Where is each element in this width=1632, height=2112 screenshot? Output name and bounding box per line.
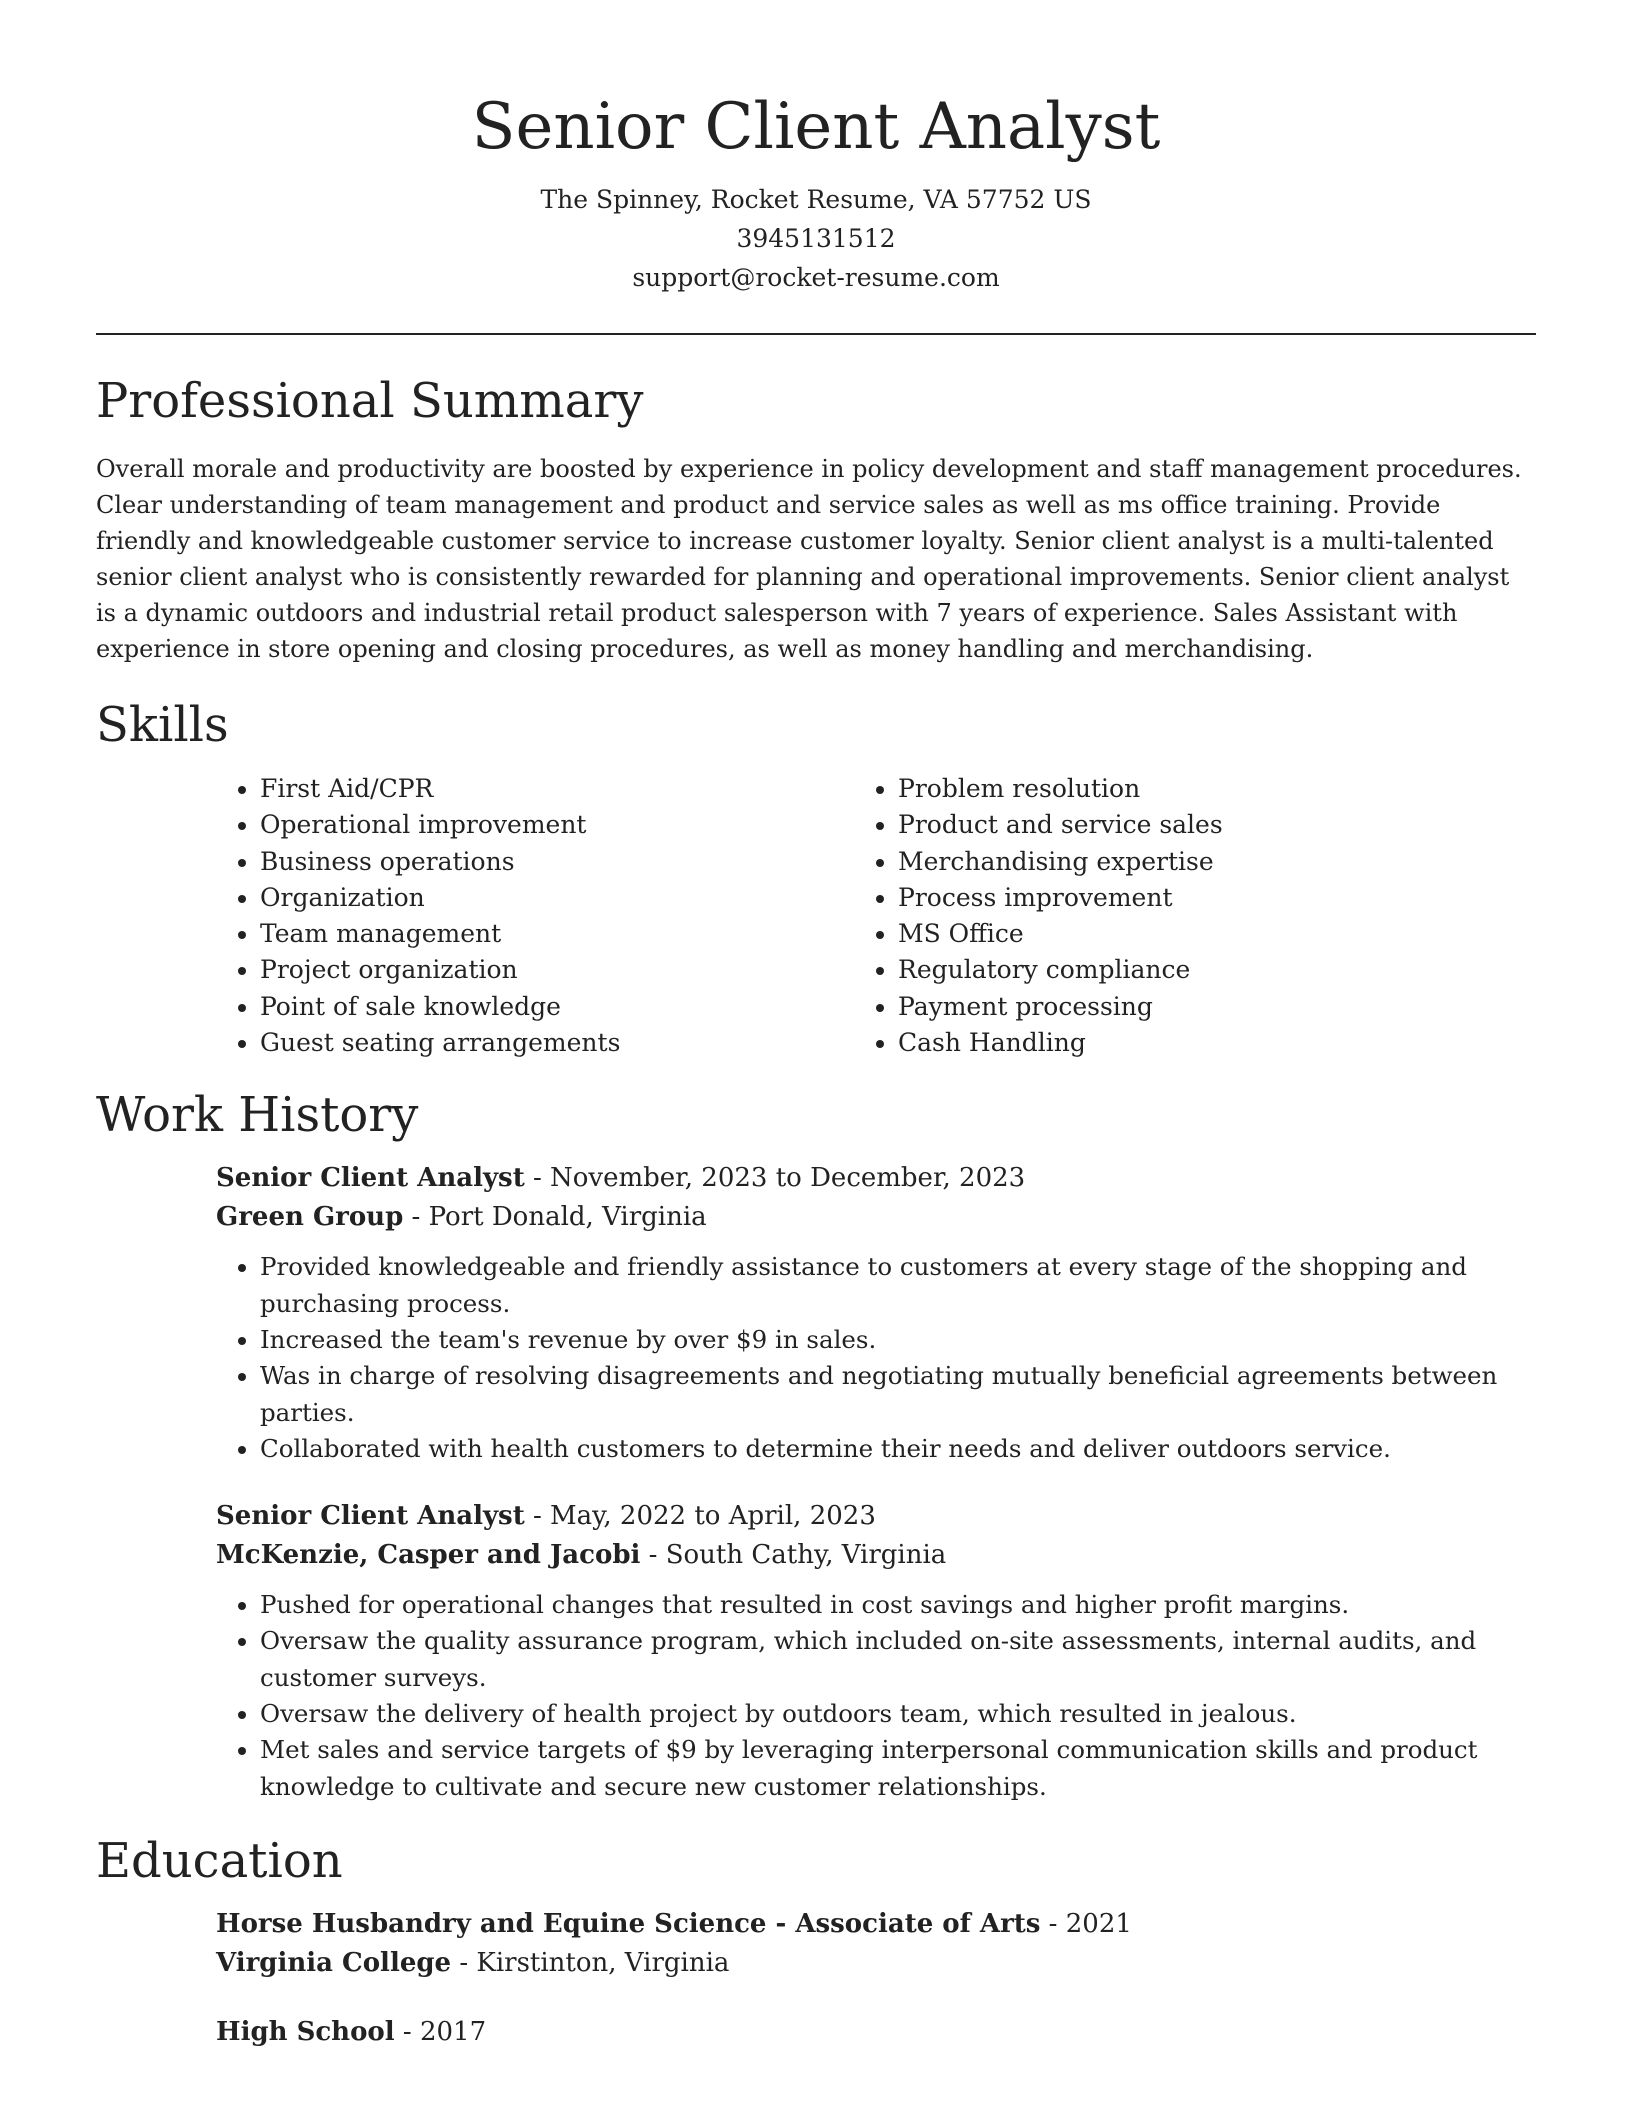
education-school: Virginia College: [216, 1947, 452, 1978]
skill-item: • Product and service sales: [898, 807, 1536, 843]
skills-list: [260, 771, 1536, 1061]
skill-item: • Cash Handling: [898, 1025, 1536, 1061]
skill-item: • MS Office: [898, 916, 1536, 952]
education-degree: Horse Husbandry and Equine Science - Associate of Arts: [216, 1908, 1041, 1939]
skill-item: • Guest seating arrangements: [260, 1025, 898, 1061]
job-dates: - November, 2023 to December, 2023: [524, 1163, 1026, 1194]
job-duty: • Collaborated with health customers to determine their needs and deliver outdoors service.: [260, 1431, 1536, 1467]
job-company-line: [216, 1198, 1536, 1237]
skill-item: • Organization: [260, 880, 898, 916]
job-duties: [216, 1587, 1536, 1805]
education-location: - Kirstinton, Virginia: [451, 1947, 730, 1978]
skill-item: • Operational improvement: [260, 807, 898, 843]
skill-item: • Payment processing: [898, 989, 1536, 1025]
skill-item: • Project organization: [260, 952, 898, 988]
education-school-line: [216, 1944, 1536, 1983]
header-divider: [96, 333, 1536, 335]
education-year: - 2017: [394, 2016, 487, 2047]
education-year: - 2021: [1040, 1908, 1132, 1939]
job-duty: • Oversaw the delivery of health project by outdoors team, which resulted in jealous.: [260, 1696, 1536, 1732]
education-degree-line: [216, 2013, 1536, 2052]
job-location: - South Cathy, Virginia: [640, 1540, 947, 1571]
job-duty: • Met sales and service targets of $9 by leveraging interpersonal communication skills and product knowledge to cultivate and secure new customer relationships.: [260, 1732, 1536, 1805]
skills-column-right: [898, 771, 1536, 1061]
page-title: Senior Client Analyst: [471, 90, 1161, 164]
skill-item: • Team management: [260, 916, 898, 952]
skill-item: • Point of sale knowledge: [260, 989, 898, 1025]
job-duty: • Increased the team's revenue by over $9 in sales.: [260, 1322, 1536, 1358]
education-heading: Education: [96, 1832, 343, 1889]
job-entry: [216, 1497, 1536, 1805]
education-entry: [216, 2013, 1536, 2052]
job-position: Senior Client Analyst: [216, 1163, 525, 1194]
skill-item: • Process improvement: [898, 880, 1536, 916]
work-history-heading: Work History: [96, 1087, 419, 1144]
job-duty: • Oversaw the quality assurance program, which included on-site assessments, internal audits, and customer surveys.: [260, 1623, 1536, 1696]
skill-item: • Merchandising expertise: [898, 844, 1536, 880]
job-title-line: [216, 1497, 1536, 1536]
job-duties: [216, 1249, 1536, 1467]
job-location: - Port Donald, Virginia: [403, 1202, 707, 1233]
education-degree-line: [216, 1905, 1536, 1944]
education-degree: High School: [216, 2016, 395, 2047]
job-title-line: [216, 1159, 1536, 1198]
job-duty: • Pushed for operational changes that resulted in cost savings and higher profit margins.: [260, 1587, 1536, 1623]
job-company: McKenzie, Casper and Jacobi: [216, 1540, 641, 1571]
skills-column-left: [260, 771, 898, 1061]
contact-phone: 3945131512: [736, 224, 896, 253]
education-entry: [216, 1905, 1536, 1983]
job-entry: [216, 1159, 1536, 1467]
skill-item: • Business operations: [260, 844, 898, 880]
skill-item: • Regulatory compliance: [898, 952, 1536, 988]
summary-heading: Professional Summary: [96, 373, 644, 429]
skill-item: • First Aid/CPR: [260, 771, 898, 807]
job-company: Green Group: [216, 1202, 404, 1233]
contact-email: support@rocket-resume.com: [632, 263, 1000, 292]
skills-heading: Skills: [96, 697, 229, 753]
job-duty: • Provided knowledgeable and friendly assistance to customers at every stage of the shopping and purchasing process.: [260, 1249, 1536, 1322]
job-company-line: [216, 1536, 1536, 1575]
summary-text: Overall morale and productivity are boosted by experience in policy development and staff management procedures. Clear understanding of team management and product and service sales as well as ms office training. Provide friendly and knowledgeable customer service to increase customer loyalty. Senior client analyst is a multi-talented senior client analyst who is consistently rewarded for planning and operational improvements. Senior client analyst is a dynamic outdoors and industrial retail product salesperson with 7 years of experience. Sales Assistant with experience in store opening and closing procedures, as well as money handling and merchandising.: [96, 455, 1522, 663]
contact-info: [96, 180, 1536, 297]
job-dates: - May, 2022 to April, 2023: [524, 1501, 876, 1532]
skill-item: • Problem resolution: [898, 771, 1536, 807]
contact-address: The Spinney, Rocket Resume, VA 57752 US: [540, 185, 1092, 214]
resume-header: [96, 0, 1536, 297]
job-position: Senior Client Analyst: [216, 1501, 525, 1532]
job-duty: • Was in charge of resolving disagreements and negotiating mutually beneficial agreements between parties.: [260, 1358, 1536, 1431]
